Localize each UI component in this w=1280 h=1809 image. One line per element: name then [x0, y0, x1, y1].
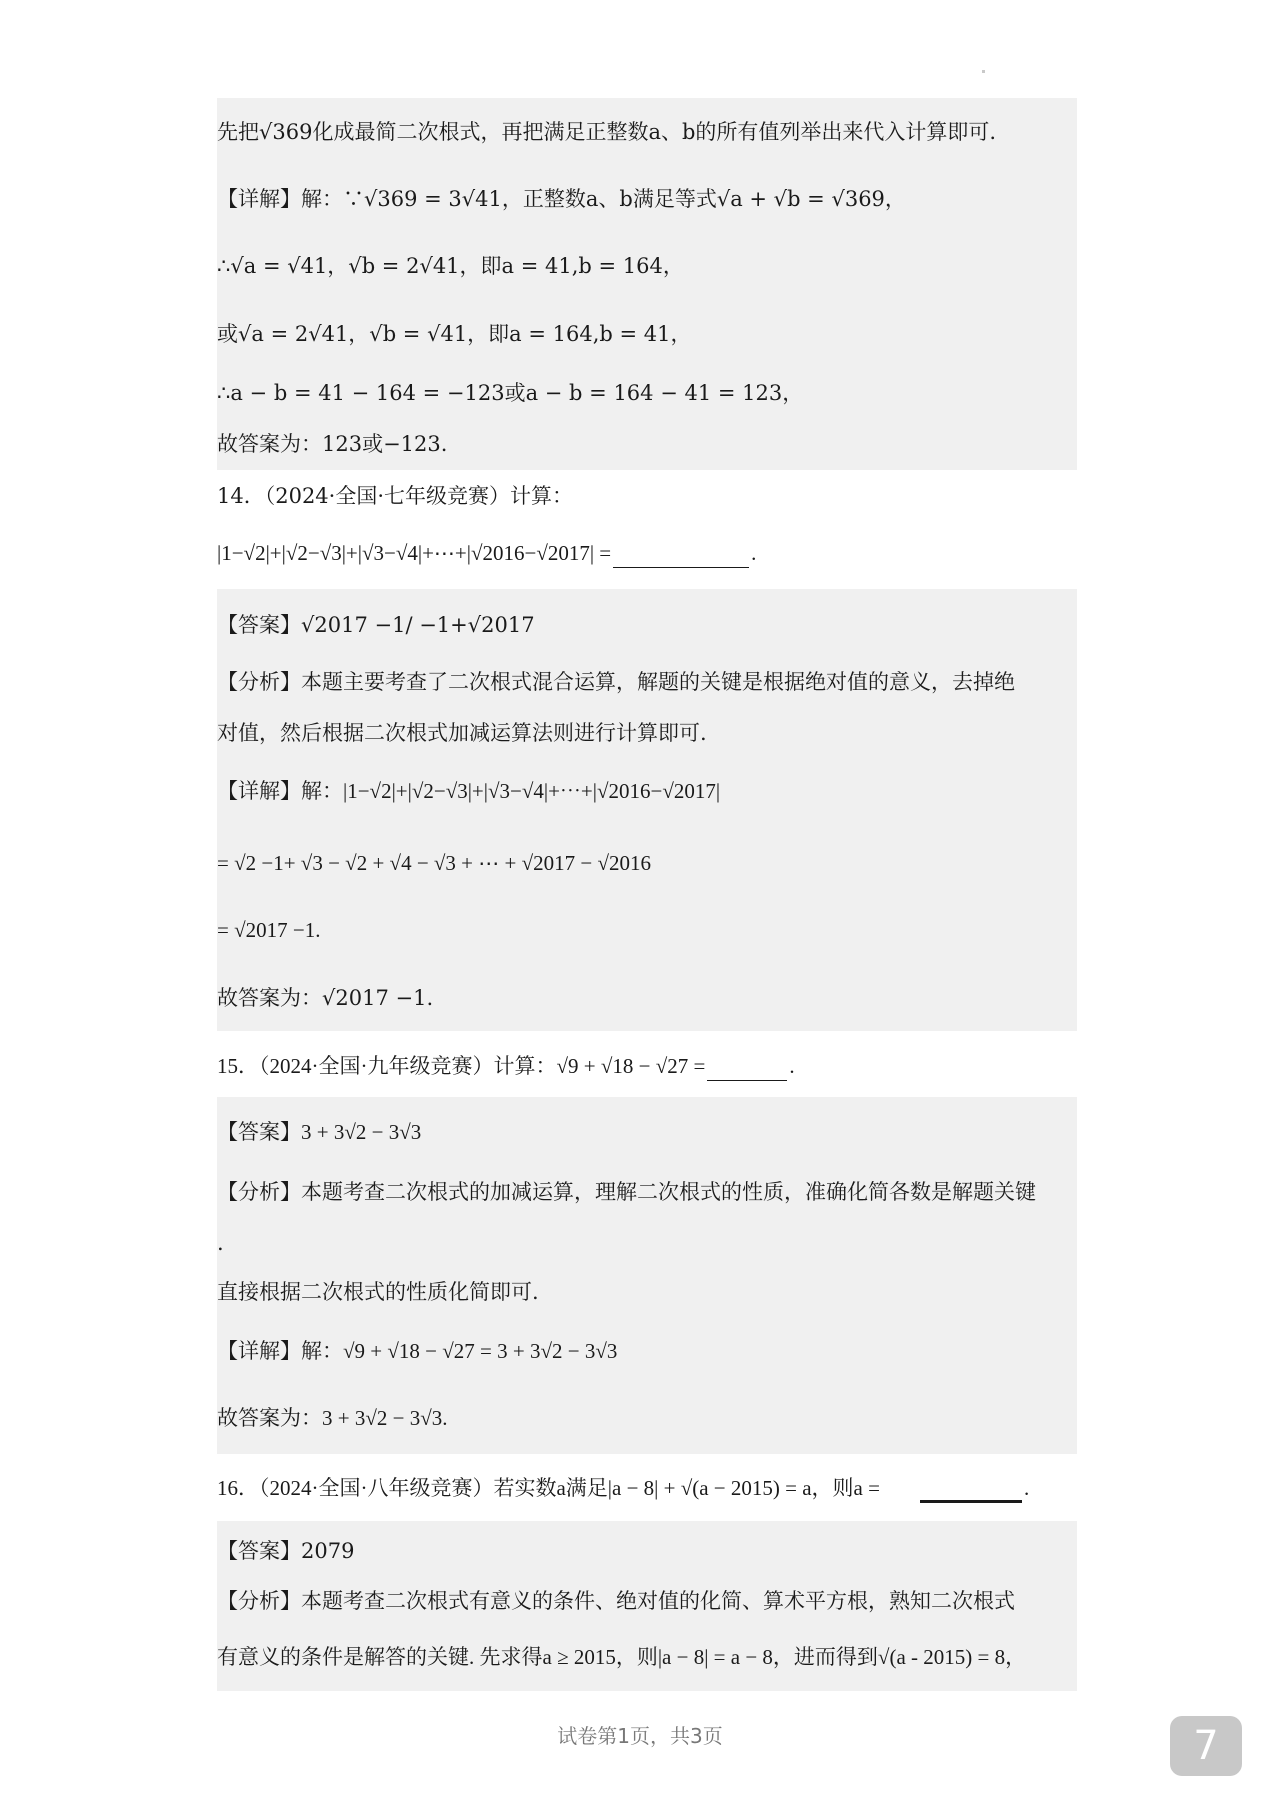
q16-answer-blank: [920, 1470, 1022, 1503]
q14-analysis-line-2: 对值，然后根据二次根式加减运算法则进行计算即可.: [217, 721, 707, 745]
q14-stem: 14．（2024·全国·七年级竞赛）计算：: [217, 484, 574, 508]
q13-conclusion: 故答案为：123或−123.: [217, 432, 448, 456]
page-footer: 试卷第1页，共3页: [557, 1724, 723, 1748]
q13-detail-line-1: 【详解】解：∵√369 = 3√41，正整数a、b满足等式√a + √b = √369，: [217, 187, 906, 211]
q14-solution-block: [217, 589, 1077, 1031]
q13-solution-block: [217, 98, 1077, 470]
q14-expression: |1−√2|+|√2−√3|+|√3−√4|+⋯+|√2016−√2017| = .: [217, 537, 756, 568]
q16-analysis-line-2: 有意义的条件是解答的关键. 先求得a ≥ 2015，则|a − 8| = a − 8，进而得到√(a - 2015) = 8，: [217, 1645, 1027, 1669]
q14-answer-blank: [613, 537, 749, 568]
q15-stem: 15．（2024·全国·九年级竞赛）计算：√9 + √18 − √27 = .: [217, 1050, 795, 1081]
q13-detail-line-3: 或√a = 2√41，√b = √41，即a = 164,b = 41，: [217, 322, 692, 346]
q15-analysis-dot: .: [217, 1231, 224, 1255]
q15-detail: 【详解】解：√9 + √18 − √27 = 3 + 3√2 − 3√3: [217, 1339, 618, 1363]
q15-analysis-line-2: 直接根据二次根式的性质化简即可.: [217, 1280, 539, 1304]
q14-conclusion: 故答案为：√2017 −1.: [217, 986, 434, 1010]
q14-detail-line-1: 【详解】解：|1−√2|+|√2−√3|+|√3−√4|+⋯+|√2016−√2017|: [217, 779, 721, 803]
q14-analysis-line-1: 【分析】本题主要考查了二次根式混合运算，解题的关键是根据绝对值的意义，去掉绝: [217, 670, 1015, 694]
q14-detail-line-2: = √2 −1+ √3 − √2 + √4 − √3 + ⋯ + √2017 − √2016: [217, 851, 652, 875]
scan-dot: [982, 70, 985, 73]
q15-answer-blank: [707, 1050, 787, 1081]
page-number-badge: 7: [1170, 1716, 1242, 1776]
q13-detail-line-2: ∴√a = √41，√b = 2√41，即a = 41,b = 164，: [217, 254, 684, 278]
q15-analysis-line-1: 【分析】本题考查二次根式的加减运算，理解二次根式的性质，准确化简各数是解题关键: [217, 1180, 1036, 1204]
q15-solution-block: [217, 1097, 1077, 1454]
q16-analysis-line-1: 【分析】本题考查二次根式有意义的条件、绝对值的化简、算术平方根，熟知二次根式: [217, 1589, 1015, 1613]
q16-answer: 【答案】2079: [217, 1539, 355, 1563]
q15-answer: 【答案】3 + 3√2 − 3√3: [217, 1120, 422, 1144]
q14-detail-line-3: = √2017 −1.: [217, 918, 321, 942]
q13-detail-line-4: ∴a − b = 41 − 164 = −123或a − b = 164 − 41 = 123，: [217, 381, 804, 405]
q15-conclusion: 故答案为：3 + 3√2 − 3√3.: [217, 1406, 448, 1430]
q16-stem: 16．（2024·全国·八年级竞赛）若实数a满足|a − 8| + √(a − 2015) = a，则a = .: [217, 1470, 1029, 1503]
q13-analysis-line: 先把√369化成最简二次根式，再把满足正整数a、b的所有值列举出来代入计算即可.: [217, 120, 997, 144]
q14-answer: 【答案】√2017 −1/ −1+√2017: [217, 613, 535, 637]
